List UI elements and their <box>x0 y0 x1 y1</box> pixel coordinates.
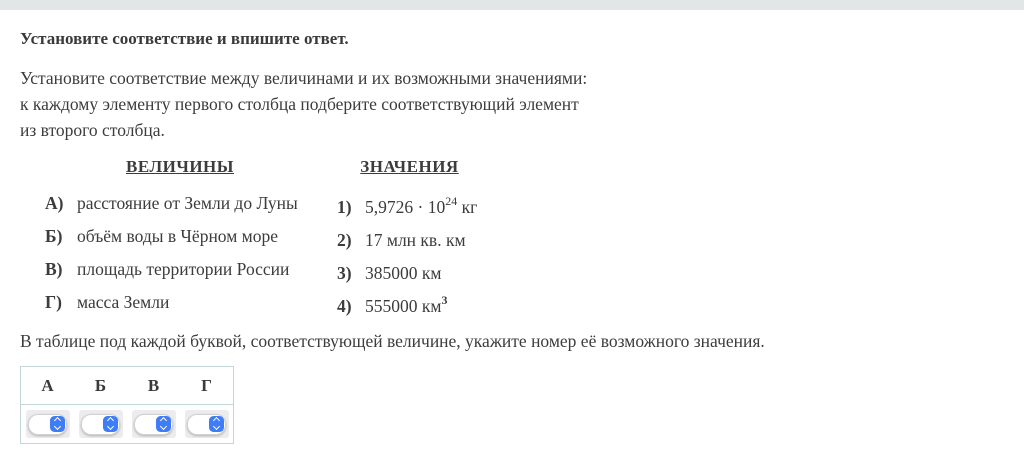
matching-section <box>20 157 1004 323</box>
answer-header-row <box>21 367 234 405</box>
value-superscript: 24 <box>445 194 458 209</box>
stepper-up-down-icon[interactable] <box>209 416 224 432</box>
value-row-2 <box>337 224 482 257</box>
answer-select-a[interactable] <box>28 414 67 435</box>
values-column <box>337 157 482 323</box>
answer-column-header-b: Б <box>74 367 127 405</box>
quantity-text: площадь территории России <box>77 259 290 279</box>
answer-cell-v <box>127 405 180 444</box>
chevron-down-icon <box>53 423 60 430</box>
chevron-down-icon <box>159 423 166 430</box>
answer-select-g[interactable] <box>187 414 226 435</box>
answer-input-row <box>21 405 234 444</box>
answer-select-chip <box>185 410 229 438</box>
quantity-row-b <box>45 220 315 253</box>
quantities-header-label: ВЕЛИЧИНЫ <box>126 157 234 176</box>
value-label: 3) <box>337 263 352 283</box>
answer-cell-b <box>74 405 127 444</box>
stepper-up-down-icon[interactable] <box>50 416 65 432</box>
chevron-down-icon <box>106 423 113 430</box>
value-text <box>365 224 466 257</box>
values-header-label: ЗНАЧЕНИЯ <box>360 157 459 176</box>
value-text-tail: кг <box>457 197 478 217</box>
quantity-label: В) <box>45 259 63 279</box>
answer-column-header-g: Г <box>180 367 234 405</box>
table-instruction: В таблице под каждой буквой, соответствующей величине, укажите номер её возможного значения. <box>20 331 765 351</box>
quantity-label: А) <box>45 193 64 213</box>
quantities-list <box>45 187 315 319</box>
values-list <box>337 191 482 323</box>
value-row-1 <box>337 191 482 224</box>
quantity-text: масса Земли <box>77 292 170 312</box>
value-row-3 <box>337 257 482 290</box>
answer-cell-a <box>21 405 75 444</box>
value-text <box>365 290 447 323</box>
value-row-4 <box>337 290 482 323</box>
value-text <box>365 191 477 224</box>
quantities-header <box>45 157 315 177</box>
answer-select-chip <box>132 410 176 438</box>
value-label: 2) <box>337 230 352 250</box>
quantity-text: объём воды в Чёрном море <box>77 226 279 246</box>
stepper-up-down-icon[interactable] <box>156 416 171 432</box>
stepper-up-down-icon[interactable] <box>103 416 118 432</box>
value-label: 4) <box>337 296 352 316</box>
quantity-label: Г) <box>45 292 62 312</box>
quantity-label: Б) <box>45 226 63 246</box>
value-text <box>365 257 441 290</box>
intro-line: Установите соответствие между величинами и их возможными значениями: <box>20 68 588 88</box>
intro-line: из второго столбца. <box>20 120 165 140</box>
value-text-base: 5,9726 · 10 <box>365 197 446 217</box>
answer-select-v[interactable] <box>134 414 173 435</box>
quantity-row-g <box>45 286 315 319</box>
value-superscript: 3 <box>441 293 448 308</box>
value-label: 1) <box>337 197 352 217</box>
quantity-text: расстояние от Земли до Луны <box>77 193 298 213</box>
answer-column-header-a: А <box>21 367 75 405</box>
question-page <box>0 29 1024 444</box>
page-title: Установите соответствие и впишите ответ. <box>20 29 349 48</box>
top-bar <box>0 0 1024 10</box>
answer-column-header-v: В <box>127 367 180 405</box>
quantity-row-v <box>45 253 315 286</box>
answer-cell-g <box>180 405 234 444</box>
quantities-column <box>45 157 315 323</box>
value-text-base: 555000 км <box>365 296 442 316</box>
answer-select-chip <box>26 410 70 438</box>
quantity-row-a <box>45 187 315 220</box>
value-text-base: 17 млн кв. км <box>365 230 466 250</box>
value-text-base: 385000 км <box>365 263 442 283</box>
answer-select-b[interactable] <box>81 414 120 435</box>
answer-select-chip <box>79 410 123 438</box>
chevron-down-icon <box>212 423 219 430</box>
intro-line: к каждому элементу первого столбца подберите соответствующий элемент <box>20 94 579 114</box>
intro-text <box>20 65 1004 143</box>
answer-table <box>20 366 234 444</box>
values-header <box>337 157 482 177</box>
